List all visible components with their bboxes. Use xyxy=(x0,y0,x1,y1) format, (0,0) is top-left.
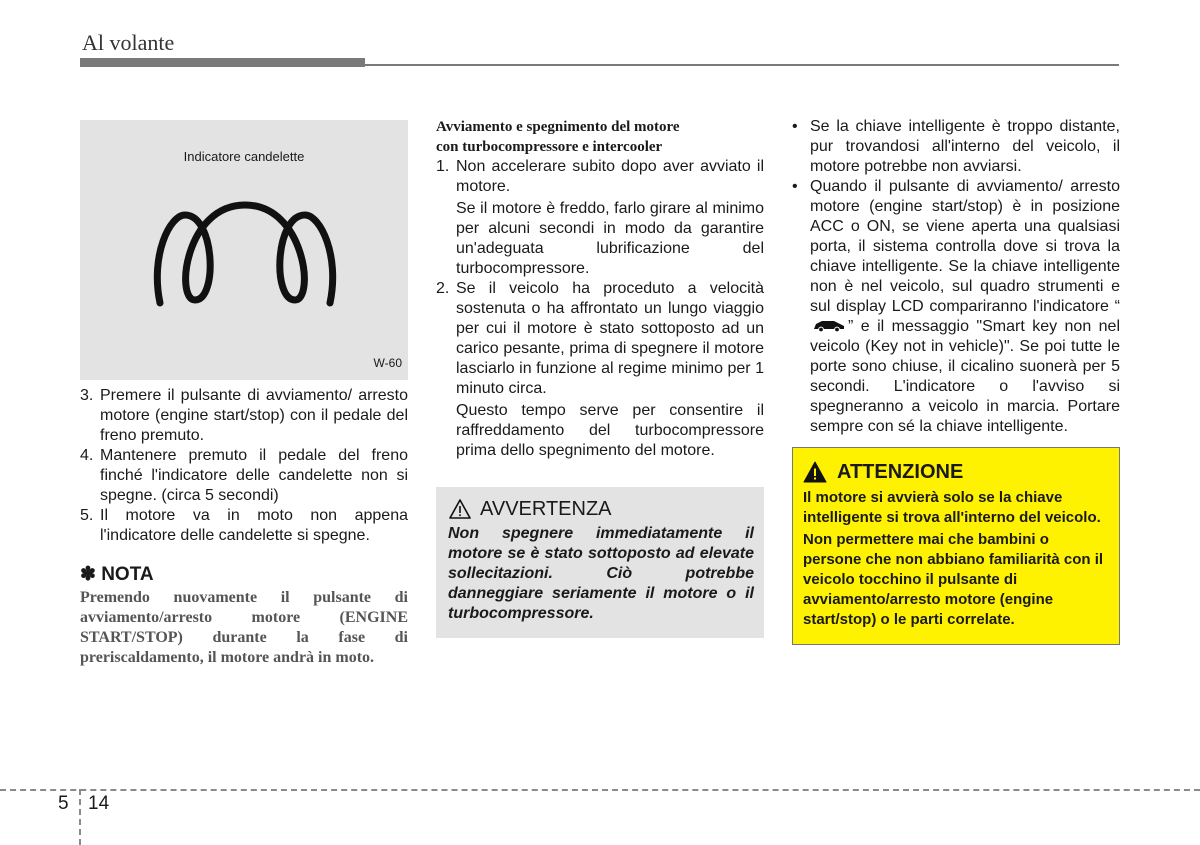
bullet-text-part-1: Quando il pulsante di avviamento/ arresto motore (engine start/stop) è in posizione ACC o ON, se viene aperta una qualsiasi porta, il sistema controlla dove si trova la chiave intelligente. Se la chiave intelligente non è nel veicolo, sul quadro strumenti e sul display LCD compariranno l'indicatore “ xyxy=(810,178,1120,315)
step-2 xyxy=(436,279,764,399)
step-1 xyxy=(436,157,764,197)
bullet-item xyxy=(792,117,1120,177)
step-1-detail: Se il motore è freddo, farlo girare al minimo per alcuni secondi in modo da garantire un'adeguata lubrificazione del turbocompressore. xyxy=(456,200,764,277)
figure-code: W-60 xyxy=(373,356,402,370)
caution-title: ATTENZIONE xyxy=(837,461,964,483)
bullet-dot: • xyxy=(792,118,798,135)
step-4 xyxy=(80,446,408,506)
step-3 xyxy=(80,386,408,446)
column-right xyxy=(792,117,1120,645)
page-number: 14 xyxy=(88,793,110,814)
column-left xyxy=(80,120,408,668)
step-number: 2. xyxy=(436,280,450,297)
step-text: Mantenere premuto il pedale del freno finché l'indicatore delle candelette non si spegne. (circa 5 secondi) xyxy=(100,447,408,504)
header-rule-thin xyxy=(365,64,1119,66)
smart-key-car-icon xyxy=(812,318,846,332)
figure-caption: Indicatore candelette xyxy=(183,149,305,164)
caution-triangle-icon xyxy=(803,461,827,483)
caution-box xyxy=(792,447,1120,645)
footer-vertical-divider xyxy=(79,789,81,845)
step-number: 4. xyxy=(80,447,94,464)
step-number: 1. xyxy=(436,158,450,175)
step-text: Il motore va in moto non appena l'indicatore delle candelette si spegne. xyxy=(100,507,408,544)
figure-panel xyxy=(80,120,408,380)
header-rule-thick xyxy=(80,58,365,67)
caution-paragraph-2: Non permettere mai che bambini o persone che non abbiano familiarità con il veicolo tocchino il pulsante di avviamento/arresto motore (engine start/stop) o le parti correlate. xyxy=(803,531,1104,628)
chapter-number: 5 xyxy=(58,793,69,814)
bullet-text-part-2: ” e il messaggio "Smart key non nel veicolo (Key not in vehicle)". Se poi tutte le porte sono chiuse, il cicalino suonerà per 5 secondi. L'indicatore o l'avviso si spegneranno a veicolo in marcia. Portare sempre con sé la chiave intelligente. xyxy=(810,318,1120,435)
step-text: Non accelerare subito dopo aver avviato il motore. xyxy=(456,158,764,195)
footer-divider xyxy=(0,789,1200,791)
subheading-line-2: con turbocompressore e intercooler xyxy=(436,139,663,155)
bullet-dot: • xyxy=(792,178,798,195)
caution-heading xyxy=(803,460,1109,484)
warning-title: AVVERTENZA xyxy=(480,498,612,520)
section-title: Al volante xyxy=(82,30,175,55)
step-number: 3. xyxy=(80,387,94,404)
subheading-line-1: Avviamento e spegnimento del motore xyxy=(436,119,680,135)
caution-paragraph-1: Il motore si avvierà solo se la chiave intelligente si trova all'interno del veicolo. xyxy=(803,489,1101,526)
column-middle xyxy=(436,117,764,638)
glow-plug-coil-icon xyxy=(140,185,350,315)
nota-body: Premendo nuovamente il pulsante di avviamento/arresto motore (ENGINE START/STOP) durante la fase di preriscaldamento, il motore andrà in moto. xyxy=(80,589,408,666)
bullet-text: Se la chiave intelligente è troppo distante, pur trovandosi all'interno del veicolo, il motore potrebbe non avviarsi. xyxy=(810,118,1120,175)
step-2-detail: Questo tempo serve per consentire il raffreddamento del turbocompressore prima dello spegnimento del motore. xyxy=(456,402,764,459)
step-5 xyxy=(80,506,408,546)
nota-title: ✽ NOTA xyxy=(80,564,154,585)
step-number: 5. xyxy=(80,507,94,524)
bullet-item xyxy=(792,177,1120,437)
warning-body: Non spegnere immediatamente il motore se è stato sottoposto ad elevate sollecitazioni. Ciò potrebbe danneggiare seriamente il motore o il turbocompressore. xyxy=(448,525,754,622)
warning-box xyxy=(436,487,764,638)
bullet-text xyxy=(810,177,1120,437)
warning-triangle-icon xyxy=(448,498,472,520)
step-text: Premere il pulsante di avviamento/ arresto motore (engine start/stop) con il pedale del freno premuto. xyxy=(100,387,408,444)
step-text: Se il veicolo ha proceduto a velocità sostenuta o ha affrontato un lungo viaggio per cui il motore è stato sottoposto ad un carico pesante, prima di spegnere il motore lasciarlo in funzione al regime minimo per 1 minuto circa. xyxy=(456,280,764,397)
warning-heading xyxy=(448,497,754,521)
